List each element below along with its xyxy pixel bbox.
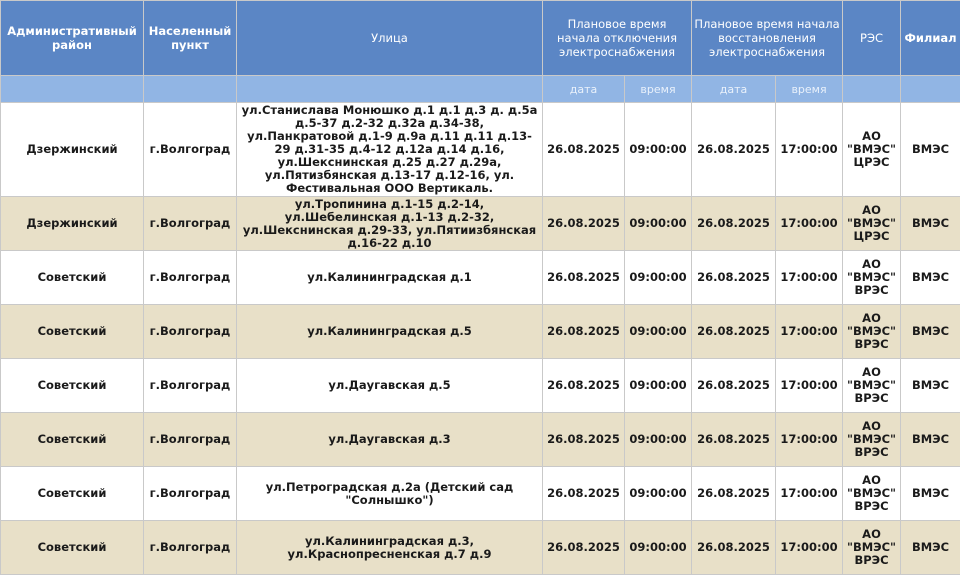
subheader-blank xyxy=(1,76,144,103)
subheader-off-time: время xyxy=(625,76,692,103)
cell-district: Дзержинский xyxy=(1,103,144,197)
header-res: РЭС xyxy=(843,1,901,76)
cell-restore-time: 17:00:00 xyxy=(776,197,843,251)
cell-branch: ВМЭС xyxy=(901,251,960,305)
cell-branch: ВМЭС xyxy=(901,305,960,359)
table-row xyxy=(1,413,960,467)
cell-restore-date: 26.08.2025 xyxy=(692,197,776,251)
cell-restore-date: 26.08.2025 xyxy=(692,103,776,197)
cell-off-time: 09:00:00 xyxy=(625,103,692,197)
cell-district: Советский xyxy=(1,521,144,575)
cell-off-time: 09:00:00 xyxy=(625,467,692,521)
header-restore-time: Плановое время начала восстановления электроснабжения xyxy=(692,1,843,76)
table-row xyxy=(1,251,960,305)
table-row xyxy=(1,467,960,521)
cell-locality: г.Волгоград xyxy=(144,197,237,251)
cell-street: ул.Станислава Монюшко д.1 д.1 д.3 д. д.5а д.5-37 д.2-32 д.32а д.34-38, ул.Панкратовой д.1-9 д.9а д.11 д.11 д.13-29 д.31-35 д.4-12 д.12а д.14 д.16, ул.Шекснинская д.25 д.27 д.29а, ул.Пятизбянская д.13-17 д.12-16, ул. Фестивальная ООО Вертикаль. xyxy=(237,103,543,197)
cell-res: АО "ВМЭС" ЦРЭС xyxy=(843,197,901,251)
header-locality: Населенный пункт xyxy=(144,1,237,76)
header-district: Административный район xyxy=(1,1,144,76)
cell-restore-time: 17:00:00 xyxy=(776,251,843,305)
cell-off-date: 26.08.2025 xyxy=(543,305,625,359)
cell-restore-time: 17:00:00 xyxy=(776,467,843,521)
cell-off-time: 09:00:00 xyxy=(625,197,692,251)
cell-district: Советский xyxy=(1,467,144,521)
cell-off-date: 26.08.2025 xyxy=(543,197,625,251)
cell-res: АО "ВМЭС" ВРЭС xyxy=(843,305,901,359)
cell-restore-date: 26.08.2025 xyxy=(692,251,776,305)
cell-res: АО "ВМЭС" ВРЭС xyxy=(843,359,901,413)
table-row xyxy=(1,305,960,359)
cell-district: Советский xyxy=(1,305,144,359)
cell-restore-time: 17:00:00 xyxy=(776,359,843,413)
subheader-restore-date: дата xyxy=(692,76,776,103)
cell-street: ул.Калининградская д.3, ул.Краснопресненская д.7 д.9 xyxy=(237,521,543,575)
cell-locality: г.Волгоград xyxy=(144,359,237,413)
subheader-blank xyxy=(901,76,960,103)
subheader-row xyxy=(1,76,960,103)
cell-res: АО "ВМЭС" ВРЭС xyxy=(843,413,901,467)
cell-res: АО "ВМЭС" ВРЭС xyxy=(843,467,901,521)
cell-off-time: 09:00:00 xyxy=(625,359,692,413)
cell-district: Советский xyxy=(1,359,144,413)
cell-restore-time: 17:00:00 xyxy=(776,305,843,359)
cell-res: АО "ВМЭС" ВРЭС xyxy=(843,251,901,305)
cell-restore-date: 26.08.2025 xyxy=(692,467,776,521)
header-row xyxy=(1,1,960,76)
cell-off-time: 09:00:00 xyxy=(625,305,692,359)
cell-street: ул.Калининградская д.1 xyxy=(237,251,543,305)
cell-off-date: 26.08.2025 xyxy=(543,359,625,413)
header-off-time: Плановое время начала отключения электроснабжения xyxy=(543,1,692,76)
cell-restore-time: 17:00:00 xyxy=(776,413,843,467)
cell-off-date: 26.08.2025 xyxy=(543,413,625,467)
cell-restore-time: 17:00:00 xyxy=(776,521,843,575)
cell-restore-date: 26.08.2025 xyxy=(692,305,776,359)
cell-branch: ВМЭС xyxy=(901,197,960,251)
subheader-blank xyxy=(144,76,237,103)
subheader-off-date: дата xyxy=(543,76,625,103)
table-row xyxy=(1,359,960,413)
cell-branch: ВМЭС xyxy=(901,103,960,197)
cell-locality: г.Волгоград xyxy=(144,467,237,521)
cell-street: ул.Даугавская д.5 xyxy=(237,359,543,413)
cell-street: ул.Даугавская д.3 xyxy=(237,413,543,467)
subheader-blank xyxy=(237,76,543,103)
header-street: Улица xyxy=(237,1,543,76)
header-branch: Филиал xyxy=(901,1,960,76)
cell-branch: ВМЭС xyxy=(901,467,960,521)
cell-locality: г.Волгоград xyxy=(144,413,237,467)
table-row xyxy=(1,521,960,575)
cell-restore-date: 26.08.2025 xyxy=(692,521,776,575)
cell-off-date: 26.08.2025 xyxy=(543,251,625,305)
subheader-blank xyxy=(843,76,901,103)
cell-branch: ВМЭС xyxy=(901,413,960,467)
cell-street: ул.Калининградская д.5 xyxy=(237,305,543,359)
cell-off-date: 26.08.2025 xyxy=(543,521,625,575)
cell-restore-date: 26.08.2025 xyxy=(692,359,776,413)
cell-off-time: 09:00:00 xyxy=(625,413,692,467)
cell-restore-date: 26.08.2025 xyxy=(692,413,776,467)
cell-off-date: 26.08.2025 xyxy=(543,103,625,197)
cell-branch: ВМЭС xyxy=(901,359,960,413)
cell-res: АО "ВМЭС" ЦРЭС xyxy=(843,103,901,197)
cell-off-time: 09:00:00 xyxy=(625,521,692,575)
cell-off-date: 26.08.2025 xyxy=(543,467,625,521)
subheader-restore-time: время xyxy=(776,76,843,103)
table-row xyxy=(1,103,960,197)
cell-restore-time: 17:00:00 xyxy=(776,103,843,197)
cell-district: Советский xyxy=(1,413,144,467)
cell-branch: ВМЭС xyxy=(901,521,960,575)
cell-street: ул.Петроградская д.2а (Детский сад "Солнышко") xyxy=(237,467,543,521)
table-row xyxy=(1,197,960,251)
cell-district: Дзержинский xyxy=(1,197,144,251)
cell-locality: г.Волгоград xyxy=(144,521,237,575)
cell-locality: г.Волгоград xyxy=(144,251,237,305)
cell-locality: г.Волгоград xyxy=(144,103,237,197)
cell-res: АО "ВМЭС" ВРЭС xyxy=(843,521,901,575)
cell-street: ул.Тропинина д.1-15 д.2-14, ул.Шебелинская д.1-13 д.2-32, ул.Шекснинская д.29-33, ул.Пятиизбянская д.16-22 д.10 xyxy=(237,197,543,251)
cell-off-time: 09:00:00 xyxy=(625,251,692,305)
cell-locality: г.Волгоград xyxy=(144,305,237,359)
cell-district: Советский xyxy=(1,251,144,305)
